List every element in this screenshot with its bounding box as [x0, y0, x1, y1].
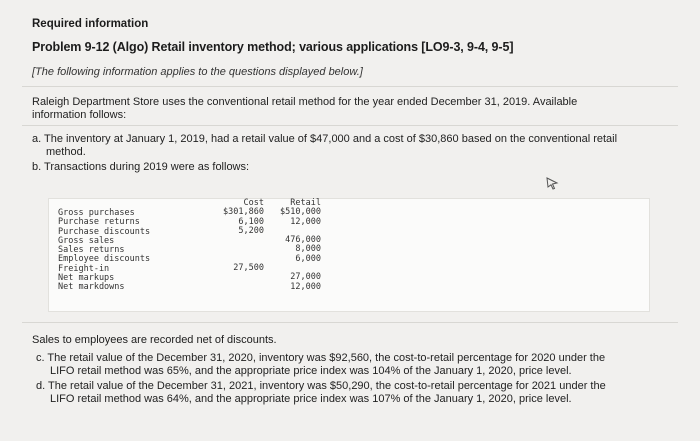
problem-title: Problem 9-12 (Algo) Retail inventory method; various applications [LO9-3, 9-4, 9-5]	[32, 40, 514, 54]
table-cell-retail: 8,000	[295, 244, 321, 255]
table-cell-retail: 6,000	[295, 253, 321, 264]
info-note: [The following information applies to the questions displayed below.]	[32, 66, 363, 78]
table-cell-retail: 476,000	[285, 235, 321, 246]
list-item	[32, 133, 672, 159]
item-a-line2: method.	[46, 146, 86, 158]
table-cell-retail: 12,000	[290, 216, 321, 227]
items-bottom	[36, 352, 676, 408]
table-cell-cost: $301,860	[223, 207, 264, 218]
item-a-line1: a. The inventory at January 1, 2019, had a retail value of $47,000 and a cost of $30,860 based on the conventional retail	[32, 133, 618, 145]
sales-note: Sales to employees are recorded net of discounts.	[32, 334, 277, 346]
intro-paragraph: Raleigh Department Store uses the conventional retail method for the year ended December 31, 2019. Available information follows:	[32, 96, 578, 121]
transactions-table	[48, 198, 650, 312]
table-row-label: Gross purchases	[58, 208, 135, 218]
table-cell-cost	[209, 245, 264, 254]
list-item	[32, 161, 672, 174]
list-item	[36, 352, 676, 378]
table-cell-cost: 27,500	[233, 263, 264, 274]
table-cell-retail: 12,000	[290, 281, 321, 292]
divider	[22, 322, 678, 323]
table-cell-cost: 6,100	[238, 216, 264, 227]
item-c-line1: c. The retail value of the December 31, 2020, inventory was $92,560, the cost-to-retail percentage for 2020 under the	[36, 352, 606, 364]
table-cell-cost	[209, 273, 264, 282]
table-row-label: Net markdowns	[58, 282, 125, 293]
table-retail-column	[269, 199, 321, 292]
item-d-line2: LIFO retail method was 64%, and the appropriate price index was 107% of the January 1, 2020, price level.	[50, 393, 572, 405]
table-cell-cost	[209, 236, 264, 245]
table-row-label: Purchase discounts	[58, 226, 151, 237]
table-row-label: Employee discounts	[58, 254, 151, 265]
item-b-line1: b. Transactions during 2019 were as follows:	[32, 161, 250, 173]
table-cell-retail: 27,000	[290, 272, 321, 283]
mouse-pointer-icon	[545, 176, 559, 190]
table-label-column	[58, 209, 150, 293]
table-cell-cost	[209, 283, 264, 292]
list-item	[36, 380, 676, 406]
table-row-label: Purchase returns	[58, 217, 140, 228]
table-cost-column	[209, 199, 264, 292]
table-row-label: Net markups	[58, 273, 115, 284]
table-cell-retail: $510,000	[280, 207, 321, 218]
table-row-label: Sales returns	[58, 245, 125, 256]
item-c-line2: LIFO retail method was 65%, and the appropriate price index was 104% of the January 1, 2020, price level.	[50, 365, 572, 377]
retail-header: Retail	[290, 198, 321, 208]
divider	[22, 86, 678, 87]
required-information-label: Required information	[32, 18, 149, 30]
table-cell-cost: 5,200	[238, 225, 264, 236]
items-top	[32, 133, 672, 176]
table-row-label: Gross sales	[58, 235, 115, 246]
table-row-label: Freight-in	[58, 263, 110, 274]
cost-header: Cost	[243, 198, 264, 208]
item-d-line1: d. The retail value of the December 31, 2021, inventory was $50,290, the cost-to-retail percentage for 2021 under the	[36, 380, 606, 392]
divider	[22, 125, 678, 126]
